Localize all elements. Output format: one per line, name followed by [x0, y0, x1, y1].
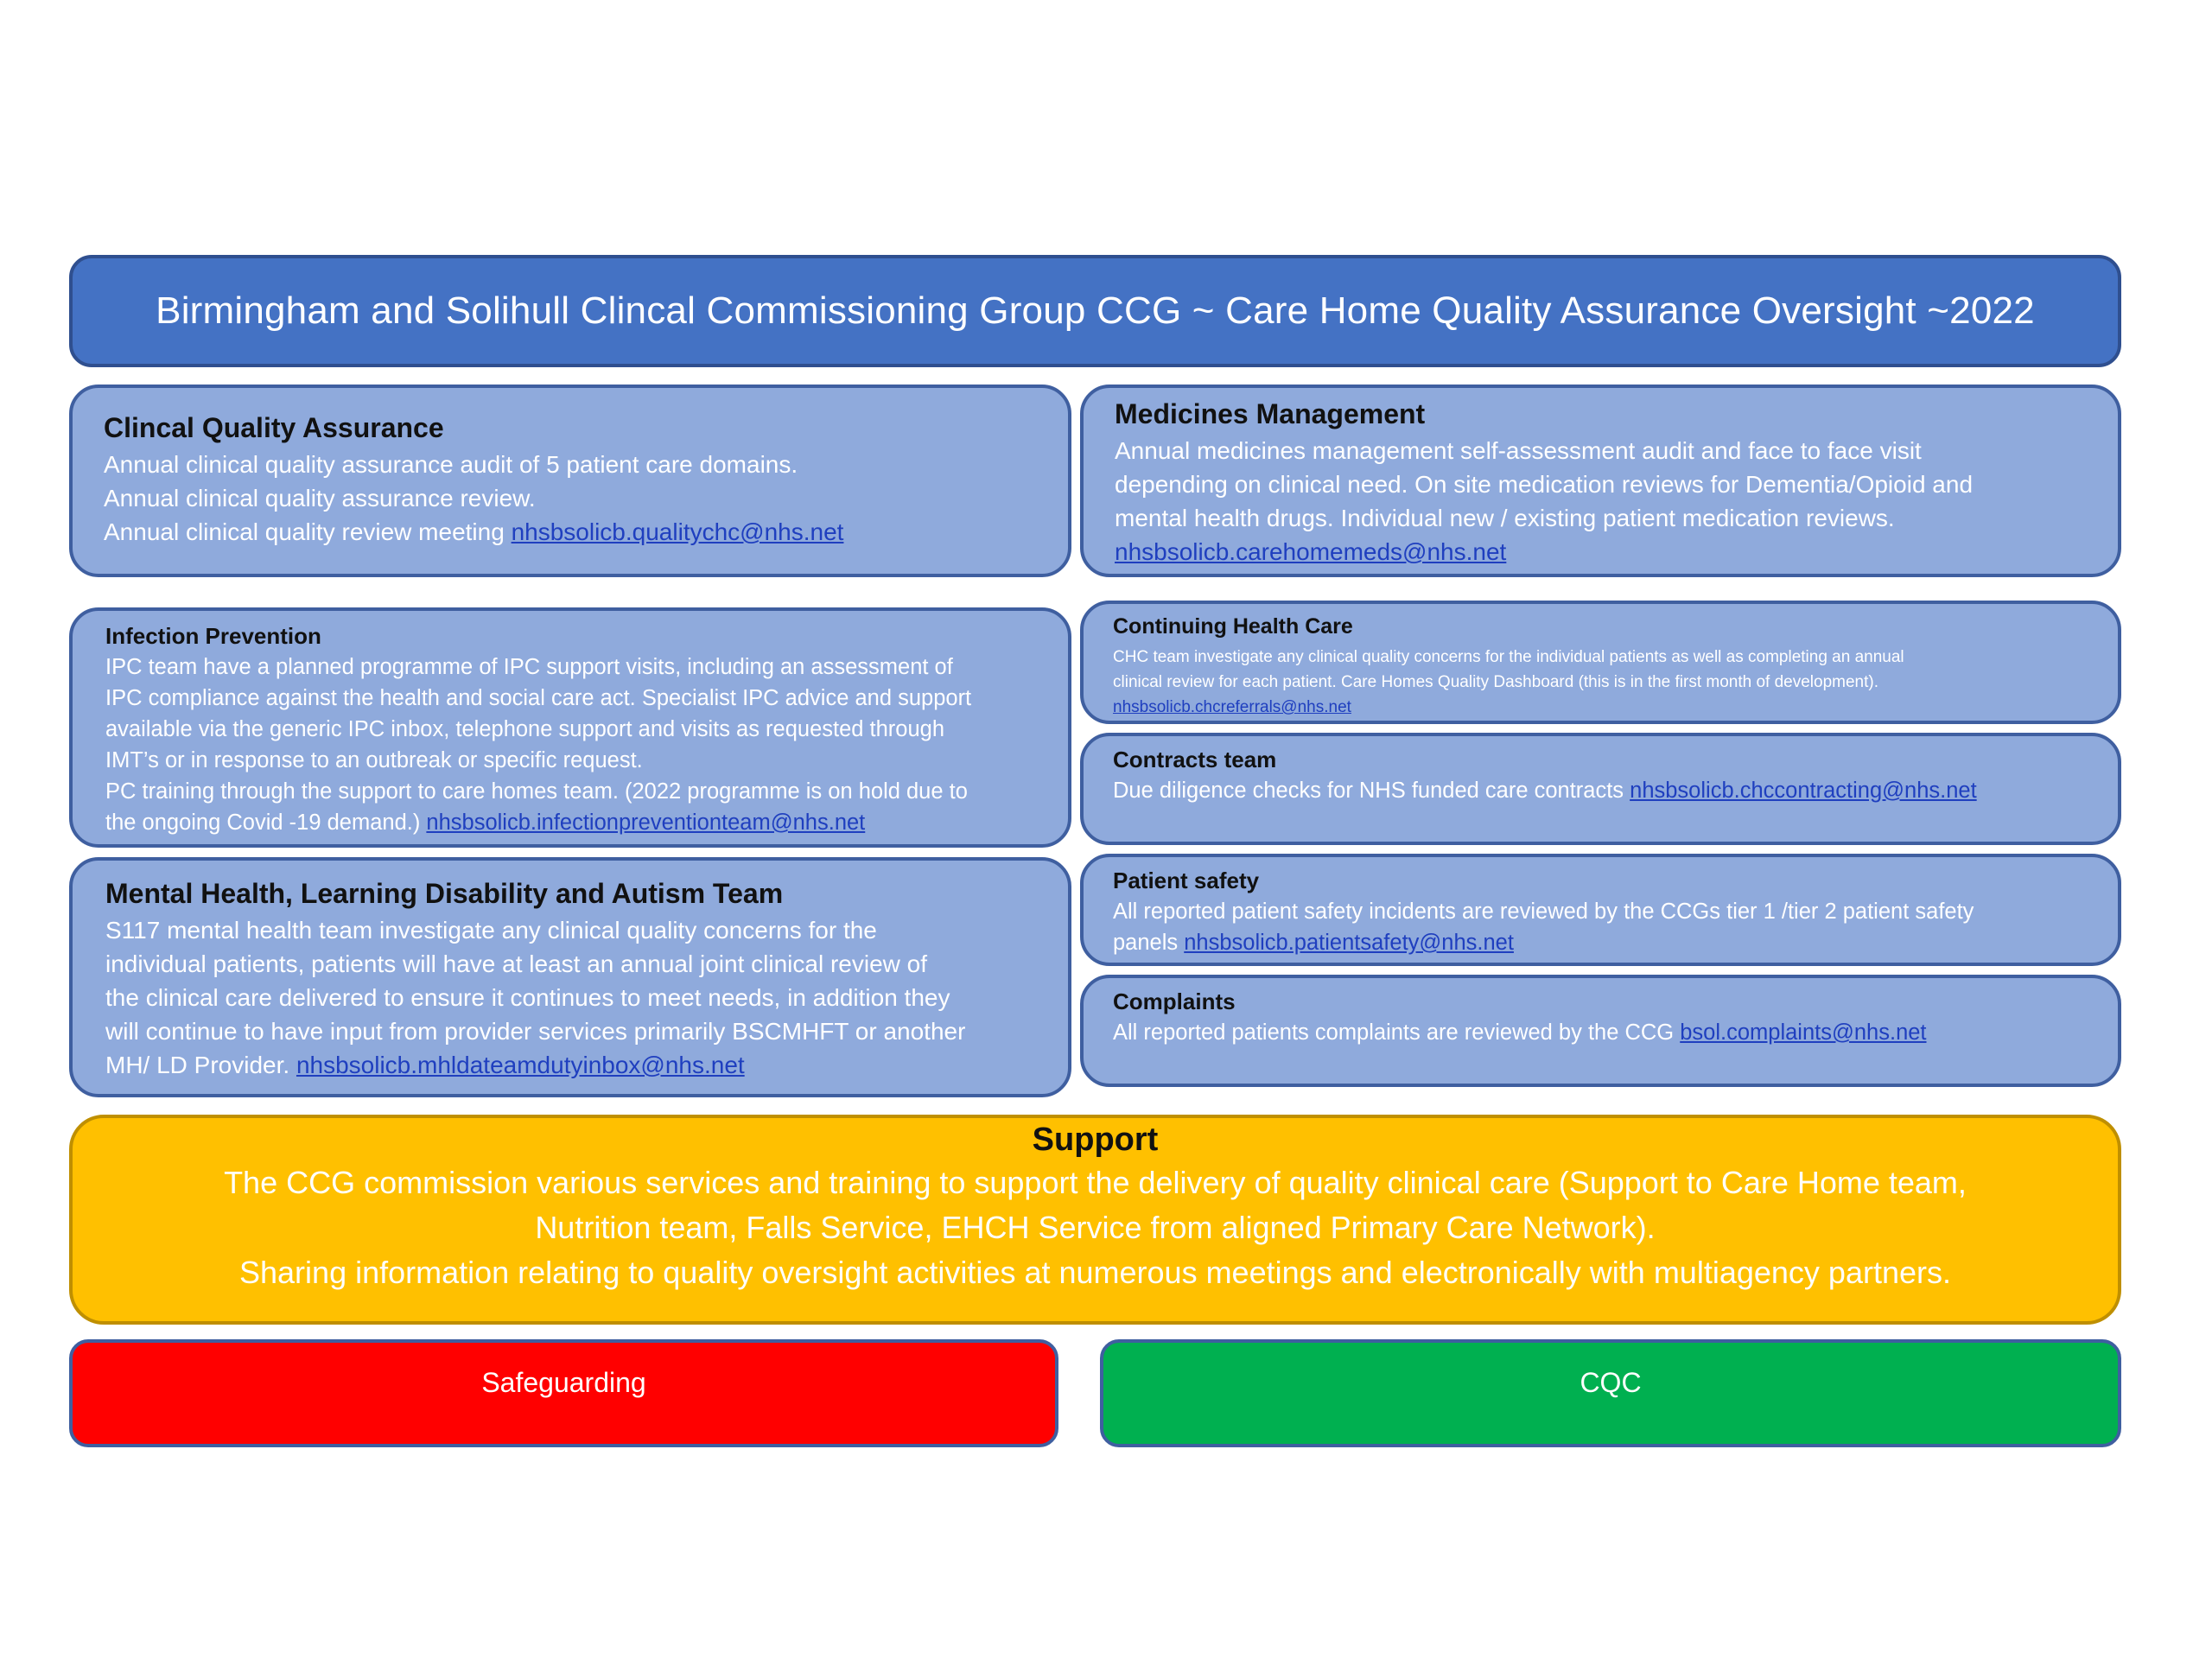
cqc-label: CQC	[1580, 1367, 1642, 1398]
medicines-panel	[1080, 385, 2121, 577]
continuing-care-email-link[interactable]: nhsbsolicb.chcreferrals@nhs.net	[1113, 698, 1351, 716]
medicines-heading: Medicines Management	[1115, 398, 1426, 429]
patient-safety-heading: Patient safety	[1113, 868, 1260, 893]
infection-text	[105, 652, 1035, 838]
mental-health-heading: Mental Health, Learning Disability and Autism Team	[105, 878, 784, 909]
clinical-quality-body: Annual clinical quality assurance audit of 5 patient care domains. Annual clinical quality assurance review. Annual clinical quality review meeting	[104, 451, 798, 545]
clinical-quality-text	[104, 448, 1037, 549]
contracts-email-link[interactable]: nhsbsolicb.chccontracting@nhs.net	[1630, 779, 1977, 803]
support-panel	[69, 1115, 2121, 1325]
clinical-quality-heading: Clincal Quality Assurance	[104, 412, 444, 443]
contracts-heading: Contracts team	[1113, 747, 1277, 772]
contracts-body: Due diligence checks for NHS funded care contracts	[1113, 779, 1630, 803]
support-text: The CCG commission various services and training to support the delivery of quality clinical care (Support to Care Home team, Nutrition team, Falls Service, EHCH Service from aligned Primary Care Network). Sharing information relating to quality oversight activities at numerous meetings and electronically with multiagency partners.	[224, 1165, 1967, 1290]
continuing-care-text: CHC team investigate any clinical quality concerns for the individual patients as well as completing an annual clinical review for each patient. Care Homes Quality Dashboard (this is in the first month of development).	[1113, 648, 1904, 691]
patient-safety-text	[1113, 896, 2088, 958]
cqc-box	[1100, 1339, 2121, 1447]
complaints-body: All reported patients complaints are reviewed by the CCG	[1113, 1020, 1681, 1045]
safeguarding-label: Safeguarding	[481, 1367, 646, 1398]
mental-health-body: S117 mental health team investigate any clinical quality concerns for the individual patients, patients will have at least an annual joint clinical review of the clinical care delivered to ensure it continues to meet needs, in addition they will continue to have input from provider services primarily BSCMHFT or another MH/ LD Provider.	[105, 917, 966, 1078]
page-title: Birmingham and Solihull Clincal Commissioning Group CCG ~ Care Home Quality Assurance Oversight ~2022	[156, 289, 2035, 332]
mental-health-email-link[interactable]: nhsbsolicb.mhldateamdutyinbox@nhs.net	[296, 1052, 745, 1078]
medicines-text: Annual medicines management self-assessment audit and face to face visit depending on clinical need. On site medication reviews for Dementia/Opioid and mental health drugs. Individual new / existing patient medication reviews.	[1115, 437, 1974, 531]
clinical-quality-panel	[69, 385, 1071, 577]
safeguarding-box	[69, 1339, 1058, 1447]
contracts-text	[1113, 775, 2088, 806]
mental-health-panel	[69, 857, 1071, 1097]
patient-safety-email-link[interactable]: nhsbsolicb.patientsafety@nhs.net	[1184, 931, 1514, 955]
infection-heading: Infection Prevention	[105, 623, 321, 649]
clinical-quality-email-link[interactable]: nhsbsolicb.qualitychc@nhs.net	[511, 518, 844, 545]
infection-email-link[interactable]: nhsbsolicb.infectionpreventionteam@nhs.net	[426, 810, 866, 835]
title-banner	[69, 255, 2121, 367]
patient-safety-panel	[1080, 854, 2121, 966]
support-heading: Support	[1032, 1122, 1159, 1158]
contracts-panel	[1080, 733, 2121, 845]
mental-health-text	[105, 913, 1035, 1082]
patient-safety-body: All reported patient safety incidents are reviewed by the CCGs tier 1 /tier 2 patient safety panels	[1113, 899, 1974, 955]
continuing-care-heading: Continuing Health Care	[1113, 614, 1353, 639]
complaints-heading: Complaints	[1113, 988, 1236, 1014]
continuing-care-panel	[1080, 601, 2121, 724]
infection-prevention-panel	[69, 607, 1071, 848]
infection-body: IPC team have a planned programme of IPC support visits, including an assessment of IPC compliance against the health and social care act. Specialist IPC advice and support available via the generic IPC inbox, telephone support and visits as requested through IMT’s or in response to an outbreak or specific request. PC training through the support to care homes team. (2022 programme is on hold due to the ongoing Covid -19 demand.)	[105, 655, 972, 835]
medicines-email-link[interactable]: nhsbsolicb.carehomemeds@nhs.net	[1115, 538, 1507, 565]
complaints-email-link[interactable]: bsol.complaints@nhs.net	[1680, 1020, 1927, 1045]
complaints-text	[1113, 1017, 2088, 1048]
complaints-panel	[1080, 975, 2121, 1087]
